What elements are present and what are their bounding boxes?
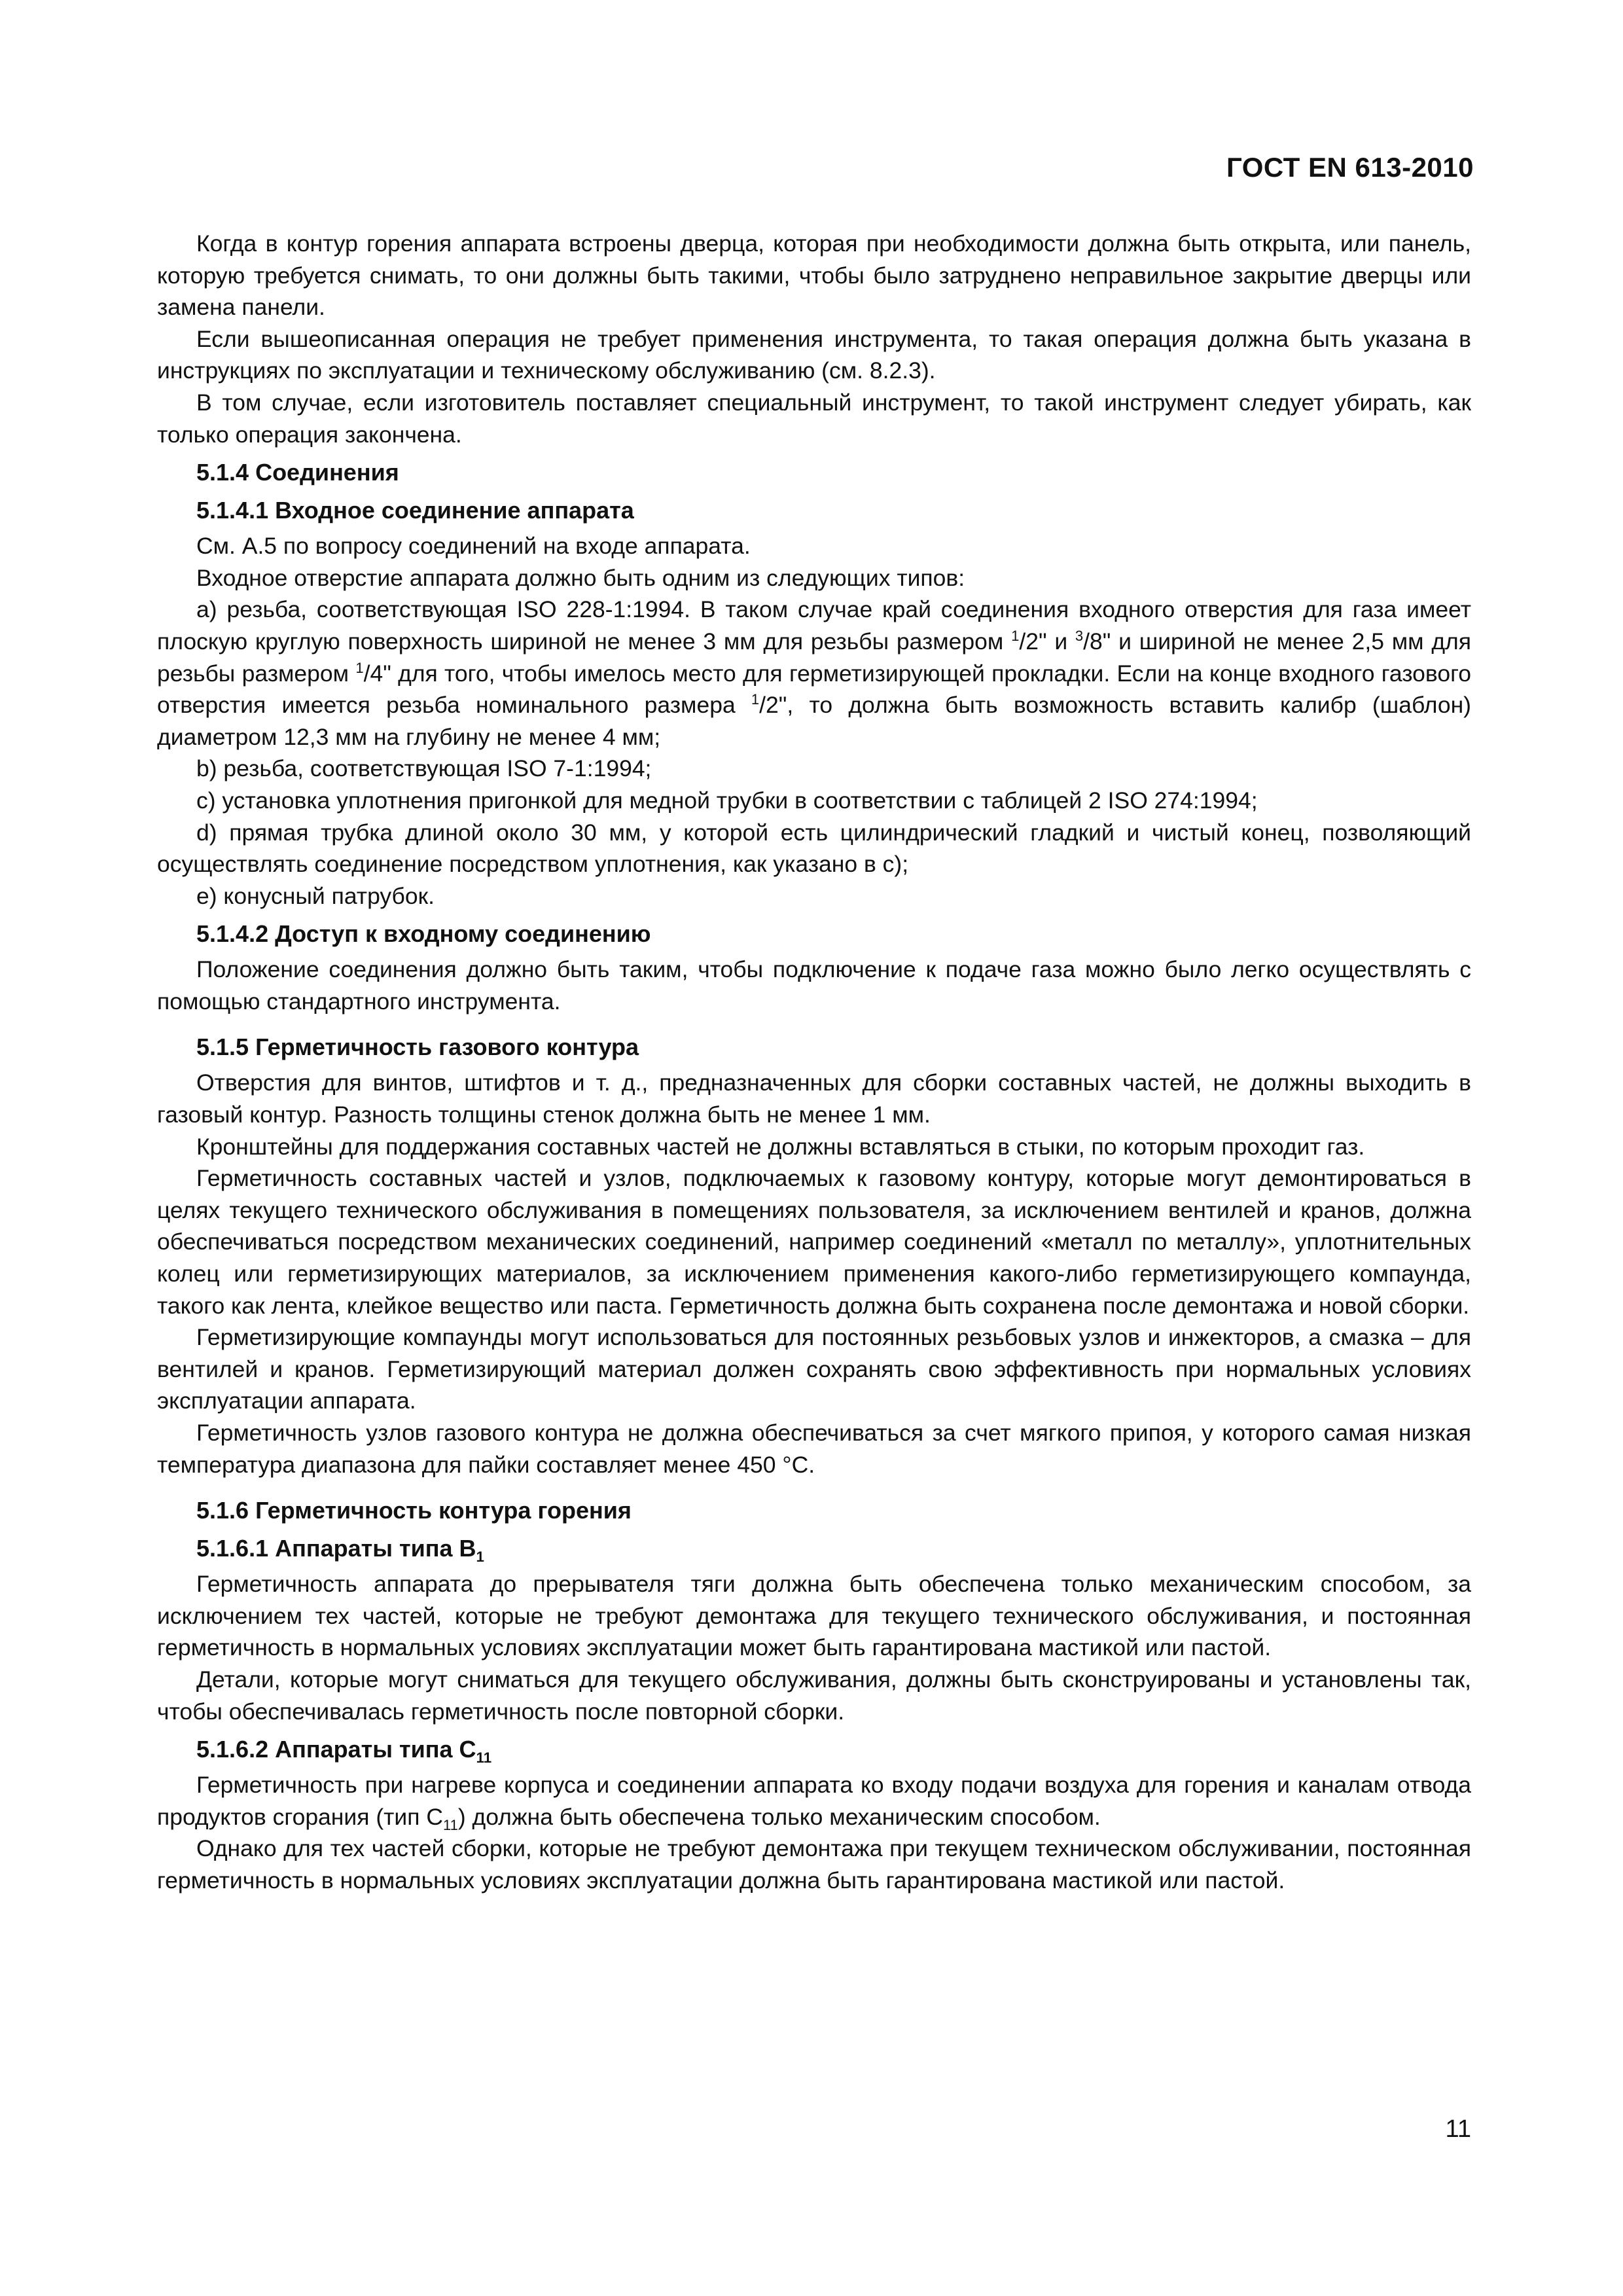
page-number: 11 — [1445, 2115, 1471, 2143]
section-heading-5-1-4-2: 5.1.4.2 Доступ к входному соединению — [196, 920, 651, 948]
paragraph: Детали, которые могут сниматься для текущего обслуживания, должны быть сконструированы и установлены так, чтобы обеспечивалась герметичность после повторной сборки. — [157, 1666, 1471, 1725]
list-item-e: е) конусный патрубок. — [196, 882, 435, 909]
list-item-a: а) резьба, соответствующая ISO 228-1:1994. В таком случае край соединения входного отверстия для газа имеет плоскую круглую поверхность шириной не менее 3 мм для резьбы размером $^1$/2" и $^3$/8" и шириной не менее 2,5 мм для резьбы размером $^1$/4" для того, чтобы имелось место для герметизирующей прокладки. Если на конце входного газового отверстия имеется резьба номинального размера $^1$/2", то должна быть возможность вставить калибр (шаблон) диаметром 12,3 мм на глубину не менее 4 мм; — [157, 596, 1471, 750]
paragraph: Однако для тех частей сборки, которые не требуют демонтажа при текущем техническом обслуживании, постоянная герметичность в нормальных условиях эксплуатации должна быть гарантирована мастикой или пастой. — [157, 1835, 1471, 1893]
paragraph: См. А.5 по вопросу соединений на входе аппарата. — [196, 533, 751, 560]
section-heading-5-1-4-1: 5.1.4.1 Входное соединение аппарата — [196, 497, 634, 524]
section-heading-5-1-6-2: 5.1.6.2 Аппараты типа $С_{11}$ — [196, 1736, 492, 1767]
paragraph: Герметизирующие компаунды могут использоваться для постоянных резьбовых узлов и инжекторов, а смазка – для вентилей и кранов. Герметизирующий материал должен сохранять свою эффективность при нормальных условиях эксплуатации аппарата. — [157, 1324, 1471, 1414]
paragraph: Герметичность составных частей и узлов, подключаемых к газовому контуру, которые могут демонтироваться в целях текущего технического обслуживания в помещениях пользователя, за исключением вентилей и кранов, должна обеспечиваться посредством механических соединений, например соединений «металл по металлу», уплотнительных колец или герметизирующих материалов, за исключением применения какого-либо герметизирующего компаунда, такого как лента, клейкое вещество или паста. Герметичность должна быть сохранена после демонтажа и новой сборки. — [157, 1165, 1471, 1319]
paragraph: Герметичность узлов газового контура не должна обеспечиваться за счет мягкого припоя, у которого самая низкая температура диапазона для пайки составляет менее 450 °С. — [157, 1420, 1471, 1478]
list-item-b: b) резьба, соответствующая ISO 7-1:1994; — [196, 755, 652, 782]
section-heading-5-1-4: 5.1.4 Соединения — [196, 459, 399, 486]
paragraph: Кронштейны для поддержания составных частей не должны вставляться в стыки, по которым проходит газ. — [196, 1133, 1365, 1160]
paragraph: Положение соединения должно быть таким, чтобы подключение к подаче газа можно было легко осуществлять с помощью стандартного инструмента. — [157, 956, 1471, 1014]
paragraph: В том случае, если изготовитель поставляет специальный инструмент, то такой инструмент следует убирать, как только операция закончена. — [157, 389, 1471, 448]
paragraph: Отверстия для винтов, штифтов и т. д., предназначенных для сборки составных частей, не должны выходить в газовый контур. Разность толщины стенок должна быть не менее 1 мм. — [157, 1069, 1471, 1128]
paragraph: Входное отверстие аппарата должно быть одним из следующих типов: — [196, 564, 965, 591]
list-item-d: d) прямая трубка длиной около 30 мм, у которой есть цилиндрический гладкий и чистый конец, позволяющий осуществлять соединение посредством уплотнения, как указано в с); — [157, 819, 1471, 878]
section-heading-5-1-5: 5.1.5 Герметичность газового контура — [196, 1033, 639, 1061]
page-body — [157, 228, 1471, 1897]
paragraph: Когда в контур горения аппарата встроены дверца, которая при необходимости должна быть открыта, или панель, которую требуется снимать, то они должны быть такими, чтобы было затруднено неправильное закрытие дверцы или замена панели. — [157, 230, 1471, 321]
list-item-c: с) установка уплотнения пригонкой для медной трубки в соответствии с таблицей 2 ISO 274:1994; — [196, 787, 1258, 814]
section-heading-5-1-6: 5.1.6 Герметичность контура горения — [196, 1497, 632, 1524]
section-heading-5-1-6-1: 5.1.6.1 Аппараты типа $В_1$ — [196, 1535, 484, 1566]
paragraph: Герметичность при нагреве корпуса и соединении аппарата ко входу подачи воздуха для горения и каналам отвода продуктов сгорания (тип $С_{11}$) должна быть обеспечена только механическим способом. — [157, 1772, 1471, 1833]
document-code-header: ГОСТ EN 613-2010 — [1226, 152, 1474, 183]
paragraph: Если вышеописанная операция не требует применения инструмента, то такая операция должна быть указана в инструкциях по эксплуатации и техническому обслуживанию (см. 8.2.3). — [157, 325, 1471, 384]
paragraph: Герметичность аппарата до прерывателя тяги должна быть обеспечена только механическим способом, за исключением тех частей, которые не требуют демонтажа для текущего технического обслуживания, и постоянная герметичность в нормальных условиях эксплуатации может быть гарантирована мастикой или пастой. — [157, 1571, 1471, 1661]
